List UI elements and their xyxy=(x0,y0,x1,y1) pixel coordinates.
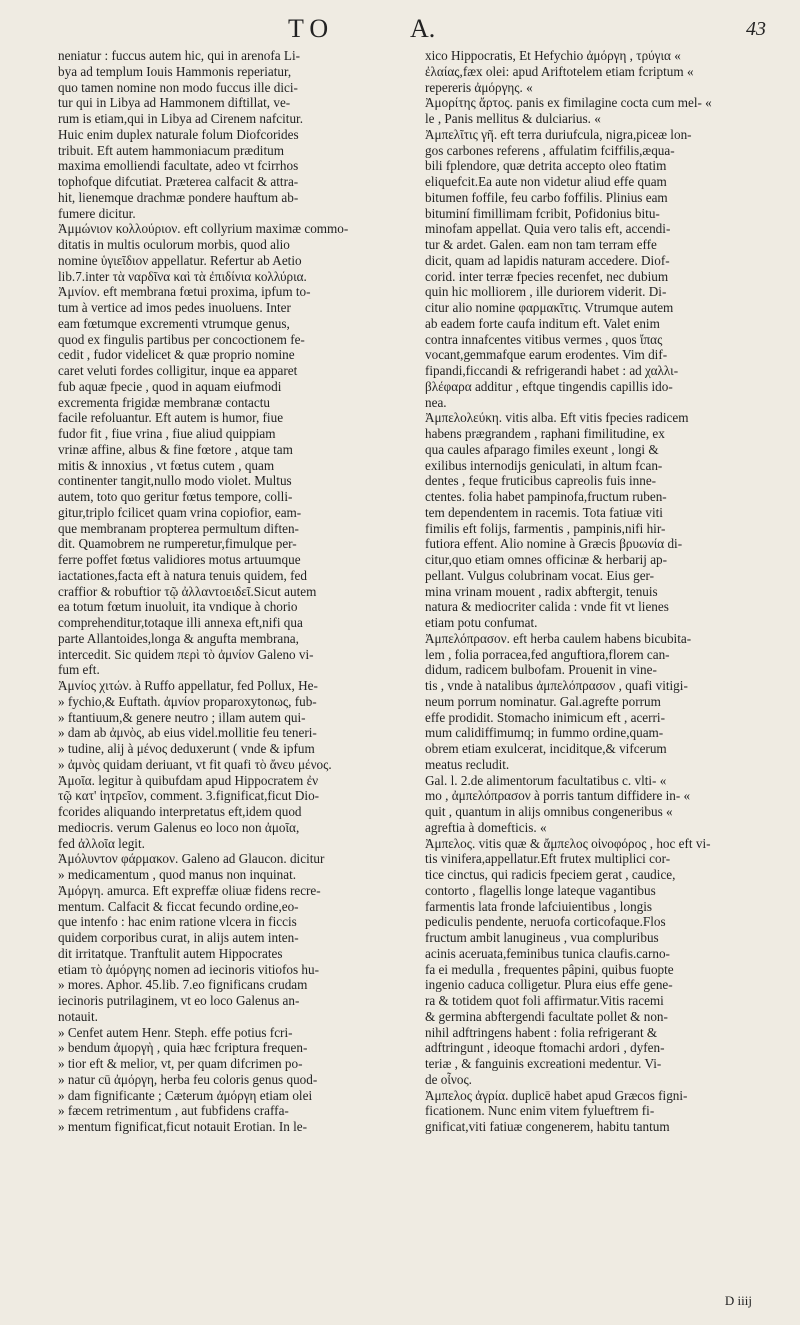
text-line: tur & ardet. Galen. eam non tam terram effe xyxy=(425,237,657,252)
text-line: excrementa frigidæ membranæ contactu xyxy=(58,394,271,410)
text-line: quin hic molliorem , ille duriorem viderit. Di- xyxy=(425,284,667,300)
text-line: ficationem. Nunc enim vitem fylueftrem fi- xyxy=(425,1103,655,1119)
text-line: » tudine, alij à μένος deduxerunt ( vnde & ipfum xyxy=(58,741,315,756)
text-line: Gal. l. 2.de alimentorum facultatibus c. vlti- « xyxy=(425,772,667,788)
text-line: dicit, quam ad lapidis naturam accedere. Diof- xyxy=(425,252,670,268)
text-line: que membranam propterea permultum diften- xyxy=(58,520,299,536)
text-line: ctentes. folia habet pampinofa,fructum ruben- xyxy=(425,489,667,504)
text-line: mentum. Calfacit & ficcat fecundo ordine,eo- xyxy=(58,898,299,914)
text-line: notauit. xyxy=(58,1008,98,1024)
text-line: ea totum fœtum inuoluit, ita vndique à chorio xyxy=(58,599,298,615)
text-line: acinis aceruata,feminibus tunica claufis.carno- xyxy=(425,945,670,961)
text-line: fructum ambit lanugineus , vua compluribus xyxy=(425,930,659,945)
text-line: meatus recludit. xyxy=(425,756,510,772)
text-line: tur qui in Libya ad Hammonem diftillat, ve- xyxy=(58,95,291,111)
text-line: de οἶνος. xyxy=(425,1071,472,1087)
text-line: Ἀμπελόπρασον. eft herba caulem habens bicubita- xyxy=(425,630,692,646)
text-line: qua caules afparago fimiles exeunt , longi & xyxy=(425,441,659,457)
text-line: bitumen foffile, feu carbo foffilis. Plinius eam xyxy=(425,189,668,205)
text-line: » Cenfet autem Henr. Steph. effe potius fcri- xyxy=(58,1024,293,1040)
page-number: 43 xyxy=(746,18,766,40)
text-line: Ἀμπελος. vitis quæ & ἄμπελος οἰνοφόρος , hoc eft vi- xyxy=(425,835,711,851)
text-line: mitis & innoxius , vt fœtus cutem , quam xyxy=(58,457,275,473)
text-line: tophofque difcutiat. Præterea calfacit & attra- xyxy=(58,174,299,189)
text-line: eam fœtumque excrementi vtrumque genus, xyxy=(58,315,290,331)
text-line: futiora effent. Alio nomine à Græcis βρυωνία di- xyxy=(425,536,683,552)
text-line: agreftia à domefticis. « xyxy=(425,819,547,835)
text-line: ditatis in multis oculorum morbis, quod alio xyxy=(58,237,290,252)
text-line: que intenfo : hac enim ratione vlcera in ficcis xyxy=(58,914,297,930)
text-line: repereris ἀμόργης. « xyxy=(425,79,533,95)
text-line: tis , vnde à natalibus ἀμπελόπρασον , quafi vitigi- xyxy=(425,678,688,693)
text-line: gos carbones referens , affulatim fciffilis,æqua- xyxy=(425,142,675,158)
text-line: gnificat,viti fatiuæ congenerem, habitu tantum xyxy=(425,1119,670,1134)
text-line: ἐλαίας,fæx olei: apud Ariftotelem etiam fcriptum « xyxy=(425,63,694,79)
text-line: adftringunt , ideoque ftomachi ardori , dyfen- xyxy=(425,1040,665,1056)
text-line: Ἀμοῖα. legitur à quibufdam apud Hippocratem ἐν xyxy=(58,772,319,788)
text-line: » dam ab ἀμνὸς, ab eius videl.mollitie feu teneri- xyxy=(58,725,317,741)
text-line: exilibus internodijs geniculati, in altum fcan- xyxy=(425,457,663,473)
text-line: Ἀμόλυντον φάρμακον. Galeno ad Glaucon. dicitur xyxy=(58,851,325,867)
text-line: mum calidiffimumq; in fummo ordine,quam- xyxy=(425,725,664,741)
text-line: ra & totidem quot foli affirmatur.Vitis racemi xyxy=(425,993,664,1008)
text-line: iactationes,facta eft à natura tenuis quidem, fed xyxy=(58,567,307,583)
text-line: Ἀμόργη. amurca. Eft expreffæ oliuæ fidens recre- xyxy=(58,882,321,898)
text-line: » fychio,& Euftath. ἀμνίον proparoxytonως, fub- xyxy=(58,693,317,709)
text-line: minofam appellat. Quia vero talis eft, accendi- xyxy=(425,221,671,237)
text-line: citur,quo etiam omnes officinæ & herbarij ap- xyxy=(425,552,668,567)
text-line: vrinæ affine, albus & fine fœtore , atque tam xyxy=(58,441,293,457)
text-line: lib.7.inter τὰ ναρδῖνα καὶ τὰ ἐπιδίνια κολλύρια. xyxy=(58,268,307,284)
text-line: dit irritatque. Tranftulit autem Hippocrates xyxy=(58,945,283,961)
text-line: facile refoluantur. Eft autem is humor, fiue xyxy=(58,410,284,426)
text-line: effe prodidit. Stomacho inimicum eft , acerri- xyxy=(425,709,665,725)
text-line: contorto , flagellis longe lateque vagantibus xyxy=(425,882,656,898)
text-line: cedit , fudor videlicet & quæ proprio nomine xyxy=(58,347,295,363)
text-line: tem dependentem in racemis. Tota fatiuæ viti xyxy=(425,504,663,520)
text-line: bili fplendore, quæ detrita accepto oleo ftatim xyxy=(425,158,667,174)
text-line: Ἀμμώνιον κολλούριον. eft collyrium maximæ commo- xyxy=(58,221,349,237)
text-line: » fæcem retrimentum , aut fubfidens craffa- xyxy=(58,1103,289,1119)
text-line: hit, lienemque drachmæ pondere hauftum ab- xyxy=(58,189,299,205)
text-line: bya ad templum Iouis Hammonis reperiatur, xyxy=(58,63,292,79)
text-line: dit. Quamobrem ne rumperetur,fimulque per- xyxy=(58,536,297,552)
text-line: farmentis lata fronde lafciuientibus , longis xyxy=(425,898,653,914)
text-line: xico Hippocratis, Et Hefychio ἀμόργη , τρύγια « xyxy=(425,48,681,63)
text-line: teriæ , & fanguinis excreationi medentur. Vi- xyxy=(425,1056,662,1071)
text-line: pediculis pendente, neruofa corticofaque.Flos xyxy=(425,914,666,930)
text-line: caret veluti fordes colligitur, inque ea apparet xyxy=(58,363,298,378)
text-line: obrem etiam exulcerat, inciditque,& vifcerum xyxy=(425,741,667,756)
text-line: » medicamentum , quod manus non inquinat. xyxy=(58,867,297,882)
text-line: nomine ὑγιεῖδιον appellatur. Refertur ab Aetio xyxy=(58,252,302,268)
text-line: mina vrinam mouent , radix abftergit, tenuis xyxy=(425,583,658,599)
text-line: mediocris. verum Galenus eo loco non ἀμοῖα, xyxy=(58,819,300,835)
text-line: autem, toto quo geritur fœtus tempore, colli- xyxy=(58,489,293,504)
text-line: contra innafcentes vitibus vermes , quos ἴπας xyxy=(425,331,663,347)
text-line: nea. xyxy=(425,394,447,410)
text-line: parte Allantoides,longa & angufta membrana, xyxy=(58,630,299,646)
text-line: τῷ κατ' ἰητρεῖον, comment. 3.fignificat,ficut Dio- xyxy=(58,788,320,804)
text-line: neniatur : fuccus autem hic, qui in arenofa Li- xyxy=(58,48,301,63)
text-line: Ἀμορίτης ἄρτος. panis ex fimilagine cocta cum mel- « xyxy=(425,95,712,111)
running-head-letters: TO xyxy=(288,14,335,43)
text-line: ferre poffet fœtus validiores motus artuumque xyxy=(58,552,301,567)
text-line: tum à vertice ad imos pedes inuoluens. Inter xyxy=(58,300,291,315)
text-line: natura & mediocriter calida : vnde fit vt lienes xyxy=(425,599,669,615)
text-line: rum is etiam,qui in Libya ad Cirenem nafcitur. xyxy=(58,111,304,126)
left-text-column xyxy=(58,48,398,1135)
text-line: etiam τὸ ἀμόργης nomen ad iecinoris vitiofos hu- xyxy=(58,961,319,977)
text-line: » ftantiuum,& genere neutro ; illam autem qui- xyxy=(58,709,306,725)
text-line: » ἀμνὸς quidam deriuant, vt fit quafi τὸ ἄνευ μένος. xyxy=(58,756,332,772)
text-line: bituminí fimillimam fcribit, Pofidonius bitu- xyxy=(425,205,660,221)
text-line: le , Panis mellitus & dulciarius. « xyxy=(425,111,601,126)
text-line: quit , quantum in alijs omnibus congeneribus « xyxy=(425,804,673,819)
signature-mark: D iiij xyxy=(724,1293,752,1308)
text-line: fcorides aliquando interpretatus eft,idem quod xyxy=(58,804,302,819)
text-line: » tior eft & melior, vt, per quam difcrimen po- xyxy=(58,1056,303,1071)
text-line: maxima emolliendi facultate, adeo vt fcirrhos xyxy=(58,158,299,174)
text-line: Ἀμπελῖτις γῆ. eft terra duriufcula, nigra,piceæ lon- xyxy=(425,126,692,142)
text-line: » mentum fignificat,ficut notauit Erotian. In le- xyxy=(58,1119,308,1134)
text-line: βλέφαρα additur , eftque tingendis capillis ido- xyxy=(425,378,673,394)
running-head xyxy=(0,14,800,50)
text-line: fudor fit , fiue vrina , fiue aliud quippiam xyxy=(58,426,276,441)
text-line: gitur,triplo fcilicet quam vrina copiofior, eam- xyxy=(58,504,302,520)
text-line: » natur cū ἀμόργη, herba feu coloris genus quod- xyxy=(58,1071,318,1087)
text-line: intercedit. Sic quidem περὶ τὸ ἀμνίον Galeno vi- xyxy=(58,646,314,662)
text-line: habens prægrandem , raphani fimilitudine, ex xyxy=(425,426,665,441)
text-line: fa ei medulla , frequentes pâpini, quibus fuopte xyxy=(425,961,674,977)
text-line: tice cinctus, qui radicis fpeciem gerat , caudice, xyxy=(425,867,676,882)
text-line: corid. inter terræ fpecies recenfet, nec dubium xyxy=(425,268,669,284)
text-line: citur alio nomine φαρμακῖτις. Vtrumque autem xyxy=(425,300,674,315)
text-line: » dam fignificante ; Cæterum ἀμόργη etiam olei xyxy=(58,1087,313,1103)
text-line: ingenio caduca colligetur. Plura eius effe gene- xyxy=(425,977,673,993)
text-line: quod ex fingulis partibus per concoctionem fe- xyxy=(58,331,305,347)
text-line: & germina abftergendi facultate pollet & non- xyxy=(425,1008,668,1024)
text-line: craffior & robuftior τῷ ἀλλαντοειδεῖ.Sicut autem xyxy=(58,583,317,599)
text-line: etiam potu confumat. xyxy=(425,615,538,630)
text-line: nihil adftringens habent : folia refrigerant & xyxy=(425,1024,658,1040)
text-line: dentes , feque fruticibus capreolis fuis inne- xyxy=(425,473,657,489)
text-line: » mores. Aphor. 45.lib. 7.eo fignificans crudam xyxy=(58,977,308,993)
text-line: fed ἀλλοῖα legit. xyxy=(58,835,145,851)
running-head-section: A. xyxy=(410,14,436,43)
text-line: fimilis eft folijs, farmentis , pampinis,nifi hir- xyxy=(425,520,666,536)
text-line: quo tamen nomine non modo fuccus ille dici- xyxy=(58,79,298,95)
text-line: Ἀμνίον. eft membrana fœtui proxima, ipfum to- xyxy=(58,284,311,300)
text-line: Ἀμπελος ἀγρία. duplicē habet apud Græcos figni- xyxy=(425,1087,688,1103)
text-line: lem , folia porracea,fed anguftiora,florem can- xyxy=(425,646,670,662)
text-line: fumere dicitur. xyxy=(58,205,136,221)
text-line: fum eft. xyxy=(58,662,100,678)
text-line: » bendum ἀμοργὴ , quia hæc fcriptura frequen- xyxy=(58,1040,308,1056)
text-line: didum, radicem bulbofam. Prouenit in vine- xyxy=(425,662,657,678)
text-line: Huic enim duplex naturale folum Diofcorides xyxy=(58,126,299,142)
text-line: vocant,gemmafque earum erodentes. Vim dif- xyxy=(425,347,668,363)
text-line: Ἀμνίος χιτών. à Ruffo appellatur, fed Pollux, He- xyxy=(58,678,318,693)
text-line: pellant. Vulgus colubrinam vocat. Eius ger- xyxy=(425,567,655,583)
text-line: tribuit. Eft autem hammoniacum præditum xyxy=(58,142,284,158)
text-line: ab eadem forte caufa inditum eft. Valet enim xyxy=(425,315,660,331)
text-line: Ἀμπελολεύκη. vitis alba. Eft vitis fpecies radicem xyxy=(425,410,689,426)
text-line: mo , ἀμπελόπρασον à porris tantum diffidere in- « xyxy=(425,788,691,804)
right-text-column xyxy=(425,48,763,1135)
text-line: tis vinifera,appellatur.Eft frutex multiplici cor- xyxy=(425,851,671,867)
text-line: comprehenditur,totaque illi annexa eft,nifi qua xyxy=(58,615,303,630)
text-line: fub aquæ fpecie , quod in aquam eiufmodi xyxy=(58,378,282,394)
text-line: fipandi,ficcandi & refrigerandi habet : ad χαλλι- xyxy=(425,363,679,378)
text-line: neum porrum nominatur. Gal.agrefte porrum xyxy=(425,693,661,709)
text-line: quidem corporibus curat, in alijs autem inten- xyxy=(58,930,299,945)
text-line: eliquefcit.Ea aute non videtur aliud effe quam xyxy=(425,174,667,189)
text-line: continenter tangit,nullo modo violet. Multus xyxy=(58,473,292,489)
text-line: iecinoris putrilaginem, vt eo loco Galenus an- xyxy=(58,993,300,1008)
